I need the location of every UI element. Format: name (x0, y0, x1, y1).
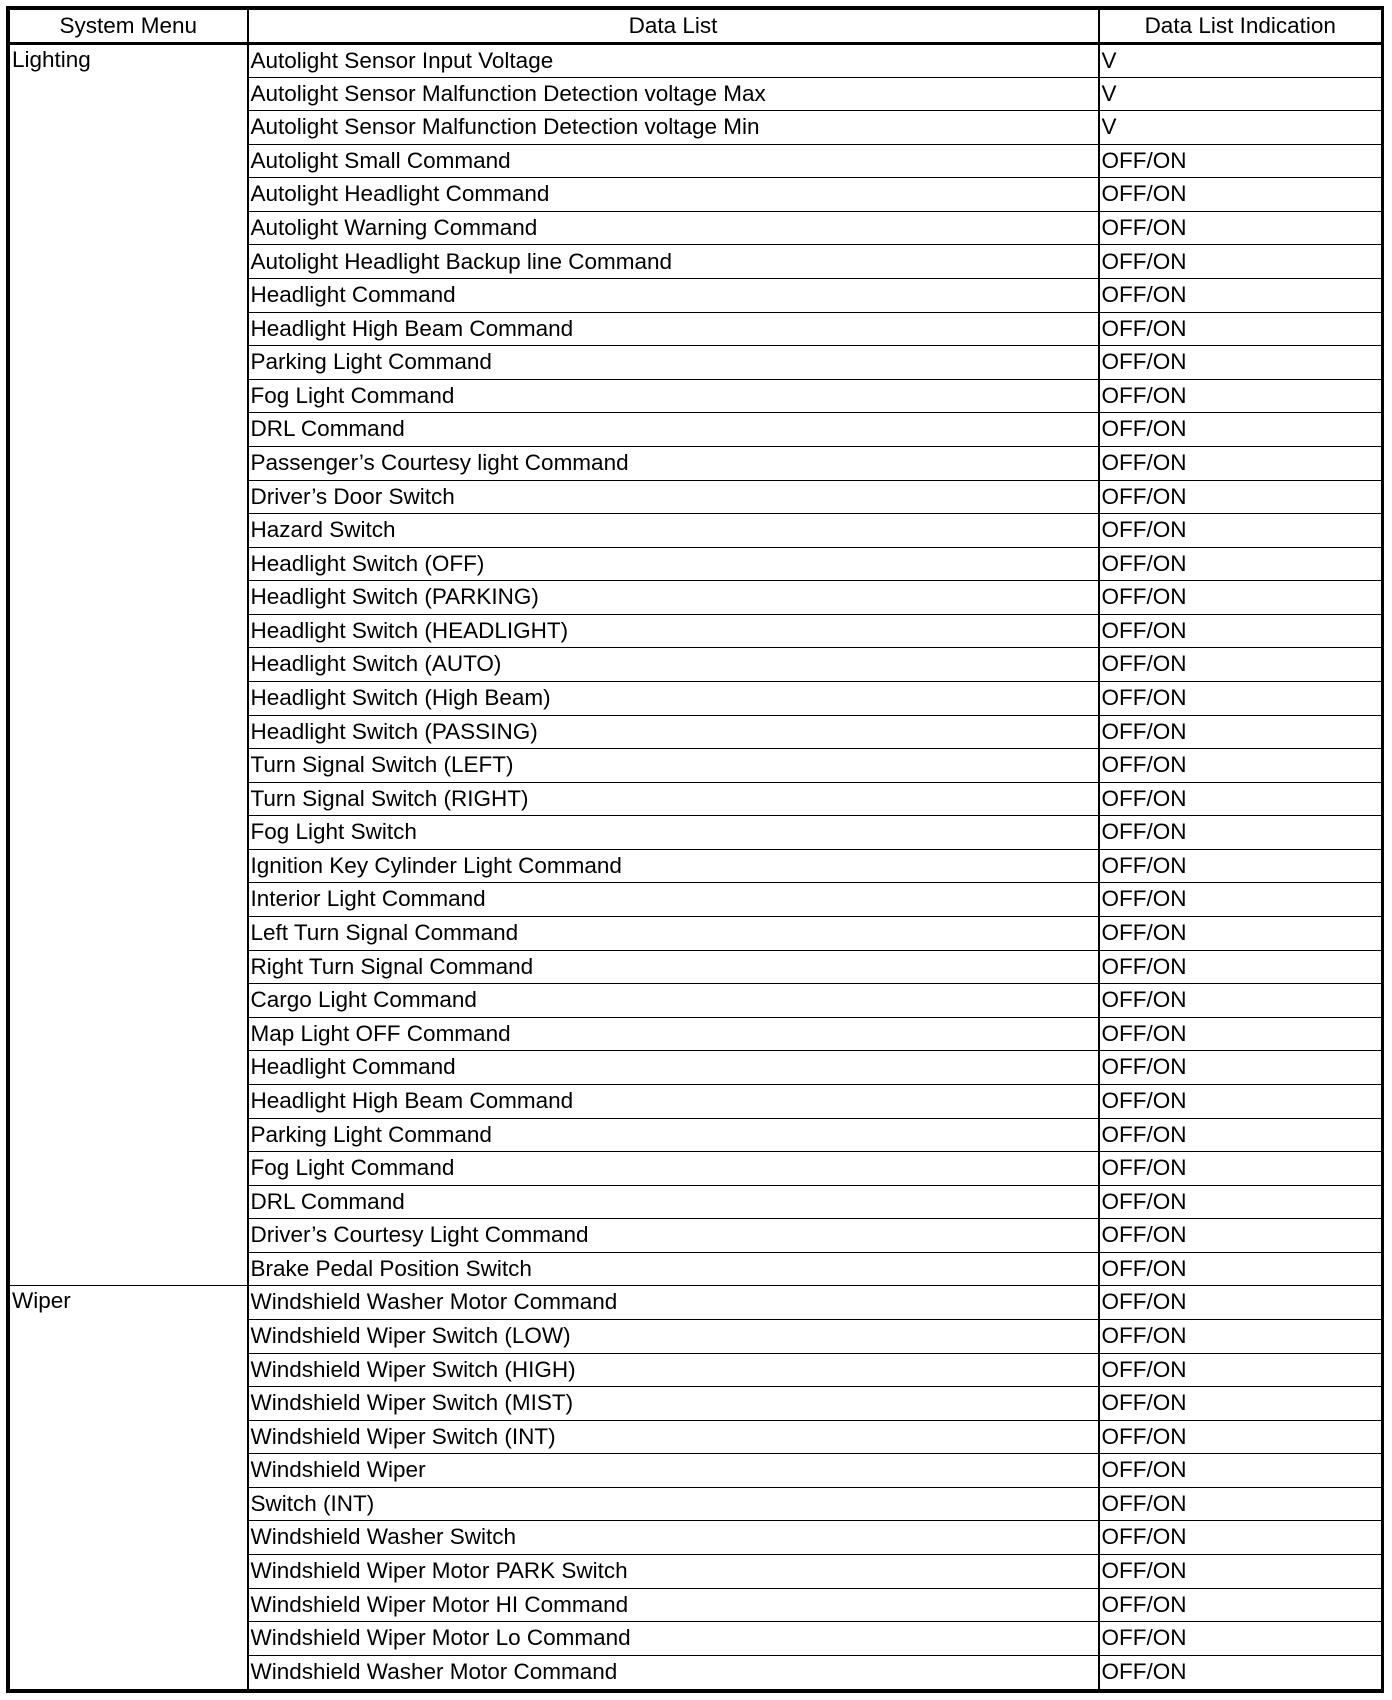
data-list-item: Left Turn Signal Command (248, 917, 1099, 951)
data-list-item: DRL Command (248, 413, 1099, 447)
data-list-item: Turn Signal Switch (LEFT) (248, 749, 1099, 783)
data-list-item: Map Light OFF Command (248, 1017, 1099, 1051)
table-header (10, 10, 1382, 44)
data-list-item: Headlight Switch (High Beam) (248, 681, 1099, 715)
data-list-item: Headlight Command (248, 279, 1099, 313)
table-body (10, 44, 1382, 1690)
data-list-item: Cargo Light Command (248, 984, 1099, 1018)
data-list-item: Parking Light Command (248, 346, 1099, 380)
data-list-item: Windshield Washer Motor Command (248, 1655, 1099, 1689)
data-list-indication: V (1099, 44, 1382, 78)
data-list-indication: OFF/ON (1099, 379, 1382, 413)
data-list-indication: OFF/ON (1099, 849, 1382, 883)
data-list-item: Windshield Wiper Switch (HIGH) (248, 1353, 1099, 1387)
data-list-item: Headlight Switch (OFF) (248, 547, 1099, 581)
data-list-item: Headlight Command (248, 1051, 1099, 1085)
data-list-item: Autolight Sensor Malfunction Detection voltage Min (248, 111, 1099, 145)
data-list-item: Headlight High Beam Command (248, 1084, 1099, 1118)
data-list-item: Headlight High Beam Command (248, 312, 1099, 346)
data-list-item: Windshield Washer Switch (248, 1521, 1099, 1555)
data-list-indication: OFF/ON (1099, 446, 1382, 480)
data-list-item: Autolight Warning Command (248, 211, 1099, 245)
data-list-table (9, 9, 1382, 1690)
data-list-indication: OFF/ON (1099, 1319, 1382, 1353)
data-list-indication: OFF/ON (1099, 1252, 1382, 1286)
data-list-item: Headlight Switch (HEADLIGHT) (248, 614, 1099, 648)
data-list-indication: OFF/ON (1099, 715, 1382, 749)
data-list-indication: OFF/ON (1099, 480, 1382, 514)
data-list-indication: OFF/ON (1099, 1353, 1382, 1387)
data-list-item: Windshield Wiper (248, 1454, 1099, 1488)
data-list-indication: OFF/ON (1099, 1655, 1382, 1689)
data-list-item: Ignition Key Cylinder Light Command (248, 849, 1099, 883)
data-list-item: Brake Pedal Position Switch (248, 1252, 1099, 1286)
data-list-indication: OFF/ON (1099, 1152, 1382, 1186)
header-data-list: Data List (248, 10, 1099, 44)
data-list-item: Right Turn Signal Command (248, 950, 1099, 984)
data-list-indication: OFF/ON (1099, 1084, 1382, 1118)
data-list-indication: OFF/ON (1099, 413, 1382, 447)
data-list-indication: OFF/ON (1099, 681, 1382, 715)
data-list-item: Switch (INT) (248, 1487, 1099, 1521)
data-list-indication: OFF/ON (1099, 279, 1382, 313)
data-list-indication: OFF/ON (1099, 581, 1382, 615)
header-system-menu: System Menu (10, 10, 248, 44)
system-menu-lighting: Lighting (10, 44, 248, 1286)
data-list-item: Windshield Wiper Switch (LOW) (248, 1319, 1099, 1353)
data-list-item: Interior Light Command (248, 883, 1099, 917)
data-list-indication: OFF/ON (1099, 1555, 1382, 1589)
data-list-indication: OFF/ON (1099, 1286, 1382, 1320)
data-list-indication: OFF/ON (1099, 1185, 1382, 1219)
data-list-indication: OFF/ON (1099, 514, 1382, 548)
data-list-item: Driver’s Courtesy Light Command (248, 1219, 1099, 1253)
header-data-list-indication: Data List Indication (1099, 10, 1382, 44)
data-list-item: Autolight Headlight Command (248, 178, 1099, 212)
data-list-indication: OFF/ON (1099, 245, 1382, 279)
data-list-item: Hazard Switch (248, 514, 1099, 548)
data-list-indication: OFF/ON (1099, 346, 1382, 380)
data-list-indication: OFF/ON (1099, 1219, 1382, 1253)
data-list-indication: OFF/ON (1099, 312, 1382, 346)
data-list-item: Fog Light Command (248, 1152, 1099, 1186)
data-list-indication: OFF/ON (1099, 883, 1382, 917)
data-list-indication: OFF/ON (1099, 1622, 1382, 1656)
data-list-item: Autolight Sensor Malfunction Detection voltage Max (248, 77, 1099, 111)
data-list-item: Passenger’s Courtesy light Command (248, 446, 1099, 480)
data-list-item: Fog Light Switch (248, 816, 1099, 850)
data-list-indication: OFF/ON (1099, 1487, 1382, 1521)
data-list-item: Windshield Wiper Motor PARK Switch (248, 1555, 1099, 1589)
data-list-item: Turn Signal Switch (RIGHT) (248, 782, 1099, 816)
data-list-indication: OFF/ON (1099, 614, 1382, 648)
data-list-indication: OFF/ON (1099, 547, 1382, 581)
data-list-indication: OFF/ON (1099, 1118, 1382, 1152)
data-list-item: Windshield Washer Motor Command (248, 1286, 1099, 1320)
data-list-item: Parking Light Command (248, 1118, 1099, 1152)
data-list-indication: OFF/ON (1099, 950, 1382, 984)
data-list-indication: OFF/ON (1099, 178, 1382, 212)
data-list-item: Autolight Small Command (248, 144, 1099, 178)
table-row (10, 44, 1382, 78)
data-list-indication: V (1099, 111, 1382, 145)
data-list-indication: OFF/ON (1099, 917, 1382, 951)
data-list-item: DRL Command (248, 1185, 1099, 1219)
header-row (10, 10, 1382, 44)
data-list-item: Windshield Wiper Switch (INT) (248, 1420, 1099, 1454)
data-list-item: Driver’s Door Switch (248, 480, 1099, 514)
data-list-item: Autolight Sensor Input Voltage (248, 44, 1099, 78)
data-list-indication: OFF/ON (1099, 211, 1382, 245)
data-list-indication: OFF/ON (1099, 1420, 1382, 1454)
table-row (10, 1286, 1382, 1320)
data-list-indication: V (1099, 77, 1382, 111)
data-list-indication: OFF/ON (1099, 749, 1382, 783)
data-list-indication: OFF/ON (1099, 1387, 1382, 1421)
data-list-item: Windshield Wiper Motor Lo Command (248, 1622, 1099, 1656)
data-list-item: Autolight Headlight Backup line Command (248, 245, 1099, 279)
data-list-sheet (6, 6, 1384, 1693)
data-list-indication: OFF/ON (1099, 648, 1382, 682)
system-menu-wiper: Wiper (10, 1286, 248, 1690)
data-list-indication: OFF/ON (1099, 1017, 1382, 1051)
data-list-indication: OFF/ON (1099, 1454, 1382, 1488)
data-list-indication: OFF/ON (1099, 1051, 1382, 1085)
data-list-indication: OFF/ON (1099, 144, 1382, 178)
data-list-item: Headlight Switch (PARKING) (248, 581, 1099, 615)
data-list-item: Headlight Switch (PASSING) (248, 715, 1099, 749)
data-list-indication: OFF/ON (1099, 816, 1382, 850)
data-list-indication: OFF/ON (1099, 1588, 1382, 1622)
data-list-item: Windshield Wiper Switch (MIST) (248, 1387, 1099, 1421)
data-list-item: Headlight Switch (AUTO) (248, 648, 1099, 682)
data-list-item: Windshield Wiper Motor HI Command (248, 1588, 1099, 1622)
data-list-indication: OFF/ON (1099, 1521, 1382, 1555)
data-list-item: Fog Light Command (248, 379, 1099, 413)
data-list-indication: OFF/ON (1099, 782, 1382, 816)
data-list-indication: OFF/ON (1099, 984, 1382, 1018)
